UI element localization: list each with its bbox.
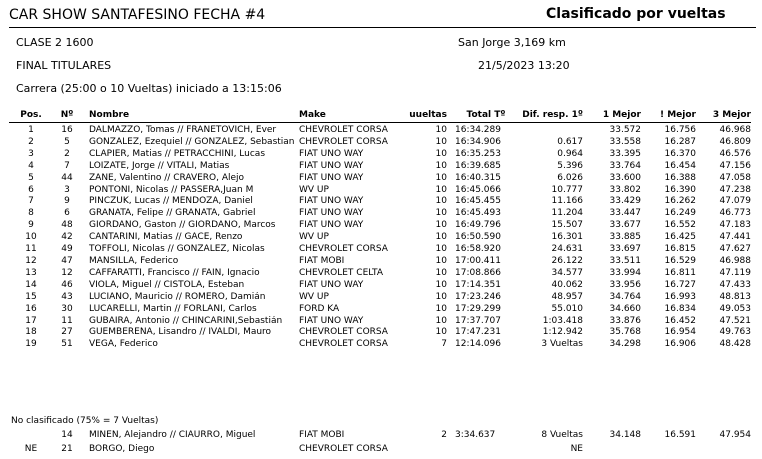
table-row [9, 137, 751, 149]
cell-make: CHEVROLET CORSA [299, 339, 388, 350]
cell-number: 7 [64, 160, 70, 171]
cell-total-time: 16:39.685 [455, 160, 501, 171]
cell-gap: 11.204 [551, 208, 583, 219]
cell-total-time: 16:45.493 [455, 208, 501, 219]
col-best1-header: 1 Mejor [602, 110, 641, 120]
cell-make: WV UP [299, 291, 329, 302]
cell-best3: 47.238 [719, 184, 751, 195]
table-row [9, 339, 751, 351]
cell-laps: 10 [435, 279, 447, 290]
cell-pos: 7 [28, 196, 34, 207]
cell-make: FIAT UNO WAY [299, 208, 364, 219]
table-row [9, 327, 751, 339]
cell-best2: 16.388 [664, 172, 696, 183]
cell-total-time: 17:23.246 [455, 291, 501, 302]
cell-gap: 5.396 [557, 160, 583, 171]
col-name-header: Nombre [89, 110, 130, 120]
cell-make: WV UP [299, 232, 329, 243]
event-title: CAR SHOW SANTAFESINO FECHA #4 [9, 7, 266, 23]
cell-make: FIAT UNO WAY [299, 220, 364, 231]
cell-name: VEGA, Federico [89, 339, 158, 350]
cell-make: FIAT UNO WAY [299, 148, 364, 159]
cell-pos: 14 [25, 279, 37, 290]
table-row [9, 208, 751, 220]
table-row [9, 125, 751, 137]
cell-name: PONTONI, Nicolas // PASSERA,Juan M [89, 184, 254, 195]
cell-best2 [641, 442, 696, 456]
cell-name: GRANATA, Felipe // GRANATA, Gabriel [89, 208, 256, 219]
cell-number: 2 [64, 148, 70, 159]
cell-total-time: 17:14.351 [455, 279, 501, 290]
cell-make: FIAT MOBI [299, 430, 345, 440]
cell-number: 51 [61, 339, 73, 350]
cell-best2: 16.390 [664, 184, 696, 195]
cell-laps: 10 [435, 267, 447, 278]
cell-name: DALMAZZO, Tomas // FRANETOVICH, Ever [89, 125, 277, 135]
cell-best3: 47.627 [719, 244, 751, 255]
cell-name: CANTARINI, Matias // GACE, Renzo [89, 232, 243, 243]
cell-total-time: 16:34.289 [455, 125, 501, 135]
cell-total-time: 16:50.590 [455, 232, 501, 243]
col-pos-header: Pos. [20, 110, 42, 120]
cell-pos: 9 [28, 220, 34, 231]
cell-gap: 0.617 [557, 136, 583, 147]
table-row [9, 304, 751, 316]
cell-name: VIOLA, Miguel // CISTOLA, Esteban [89, 279, 245, 290]
cell-best2: 16.756 [664, 125, 696, 135]
not-classified-row [9, 428, 751, 442]
cell-make: FIAT UNO WAY [299, 315, 364, 326]
table-header-row [9, 108, 751, 123]
cell-number: 47 [61, 255, 73, 266]
cell-pos [9, 428, 53, 442]
cell-make: WV UP [299, 184, 329, 195]
cell-name: LUCARELLI, Martin // FORLANI, Carlos [89, 303, 257, 314]
track-label: San Jorge 3,169 km [458, 36, 566, 49]
cell-make: FORD KA [299, 303, 340, 314]
cell-name: ZANE, Valentino // CRAVERO, Alejo [89, 172, 245, 183]
cell-pos: 8 [28, 208, 34, 219]
not-classified-body [9, 428, 751, 456]
cell-laps: 10 [435, 291, 447, 302]
cell-gap: 34.577 [551, 267, 583, 278]
cell-best1: 33.572 [609, 125, 641, 135]
cell-best1: 33.677 [609, 220, 641, 231]
cell-pos: 10 [25, 232, 37, 243]
cell-best2: 16.425 [664, 232, 696, 243]
table-row [9, 149, 751, 161]
cell-best2: 16.906 [664, 339, 696, 350]
cell-pos: 18 [25, 327, 37, 338]
table-row [9, 256, 751, 268]
cell-best2: 16.287 [664, 136, 696, 147]
cell-number: 46 [61, 279, 73, 290]
cell-best3: 46.773 [719, 208, 751, 219]
cell-gap: 3 Vueltas [541, 339, 583, 350]
cell-make: FIAT UNO WAY [299, 160, 364, 171]
cell-number: 27 [61, 327, 73, 338]
cell-best2: 16.954 [664, 327, 696, 338]
table-row [9, 220, 751, 232]
cell-total-time: 17:00.411 [455, 255, 501, 266]
cell-laps: 10 [435, 327, 447, 338]
table-row [9, 185, 751, 197]
cell-laps: 10 [435, 255, 447, 266]
cell-laps: 7 [441, 339, 447, 350]
cell-best1: 34.298 [609, 339, 641, 350]
cell-best2: 16.249 [664, 208, 696, 219]
table-row [9, 161, 751, 173]
cell-total-time [455, 442, 517, 456]
table-row [9, 292, 751, 304]
cell-gap: 11.166 [551, 196, 583, 207]
cell-best3: 47.156 [719, 160, 751, 171]
col-best3-header: 3 Mejor [712, 110, 751, 120]
cell-best1: 33.764 [609, 160, 641, 171]
cell-number: 21 [61, 444, 73, 454]
col-make-header: Make [299, 110, 326, 120]
cell-total-time: 16:35.253 [455, 148, 501, 159]
not-classified-row [9, 442, 751, 456]
cell-number: 16 [61, 125, 73, 135]
cell-pos: 19 [25, 339, 37, 350]
cell-name: GIORDANO, Gaston // GIORDANO, Marcos [89, 220, 276, 231]
cell-number: 48 [61, 220, 73, 231]
cell-total-time: 17:29.299 [455, 303, 501, 314]
race-info: Carrera (25:00 o 10 Vueltas) iniciado a 13:15:06 [16, 82, 282, 95]
cell-best3: 47.441 [719, 232, 751, 243]
cell-name: LUCIANO, Mauricio // ROMERO, Damián [89, 291, 266, 302]
table-row [9, 196, 751, 208]
cell-laps: 10 [435, 136, 447, 147]
cell-best1: 34.660 [609, 303, 641, 314]
cell-number: 5 [64, 136, 70, 147]
cell-laps: 10 [435, 220, 447, 231]
cell-name: GUEMBERENA, Lisandro // IVALDI, Mauro [89, 327, 272, 338]
cell-number: 42 [61, 232, 73, 243]
table-row [9, 280, 751, 292]
cell-name: BORGO, Diego [89, 444, 155, 454]
cell-total-time: 16:49.796 [455, 220, 501, 231]
divider [9, 27, 756, 28]
col-total-header: Total Tº [466, 110, 506, 120]
cell-name: LOIZATE, Jorge // VITALI, Matias [89, 160, 230, 171]
col-number-header: Nº [60, 110, 74, 120]
cell-pos: 4 [28, 160, 34, 171]
cell-gap: NE [570, 444, 583, 454]
cell-make: CHEVROLET CORSA [299, 244, 388, 255]
cell-best1: 33.600 [609, 172, 641, 183]
cell-total-time: 16:58.920 [455, 244, 501, 255]
cell-number: 9 [64, 196, 70, 207]
session-label: FINAL TITULARES [16, 59, 112, 72]
cell-gap: 6.026 [557, 172, 583, 183]
cell-pos: 13 [25, 267, 37, 278]
cell-best1: 33.802 [609, 184, 641, 195]
results-table [9, 108, 751, 351]
cell-best3: 49.053 [719, 303, 751, 314]
cell-gap: 16.301 [551, 232, 583, 243]
cell-name: PINCZUK, Lucas // MENDOZA, Daniel [89, 196, 253, 207]
cell-pos: 3 [28, 148, 34, 159]
cell-gap: 1:03.418 [542, 315, 583, 326]
cell-gap: 10.777 [551, 184, 583, 195]
cell-best2: 16.529 [664, 255, 696, 266]
cell-laps: 10 [435, 148, 447, 159]
cell-make: CHEVROLET CORSA [299, 136, 388, 147]
cell-best1: 33.558 [609, 136, 641, 147]
cell-best3: 47.079 [719, 196, 751, 207]
cell-number: 14 [61, 430, 73, 440]
cell-make: CHEVROLET CORSA [299, 327, 388, 338]
cell-name: MANSILLA, Federico [89, 255, 179, 266]
cell-number: 30 [61, 303, 73, 314]
cell-best2: 16.815 [664, 244, 696, 255]
cell-gap: 8 Vueltas [541, 430, 583, 440]
cell-number: 43 [61, 291, 73, 302]
cell-laps: 10 [435, 184, 447, 195]
report-title: Clasificado por vueltas [546, 6, 726, 22]
cell-make: FIAT UNO WAY [299, 279, 364, 290]
cell-best2: 16.552 [664, 220, 696, 231]
cell-best2: 16.993 [664, 291, 696, 302]
cell-name: CAFFARATTI, Francisco // FAIN, Ignacio [89, 267, 260, 278]
cell-laps: 10 [435, 303, 447, 314]
cell-best1: 33.429 [609, 196, 641, 207]
cell-best3: 47.119 [719, 267, 751, 278]
cell-pos: NE [24, 444, 38, 454]
cell-pos: 17 [25, 315, 37, 326]
table-row [9, 268, 751, 280]
table-row [9, 232, 751, 244]
cell-total-time: 16:45.455 [455, 196, 501, 207]
cell-make: FIAT MOBI [299, 255, 345, 266]
cell-best1: 34.148 [609, 430, 641, 440]
cell-best3: 48.428 [719, 339, 751, 350]
cell-total-time: 16:34.906 [455, 136, 501, 147]
cell-pos: 11 [25, 244, 37, 255]
cell-pos: 2 [28, 136, 34, 147]
table-row [9, 244, 751, 256]
cell-gap: 26.122 [551, 255, 583, 266]
cell-best2: 16.454 [664, 160, 696, 171]
cell-number: 12 [61, 267, 73, 278]
table-row [9, 316, 751, 328]
cell-laps: 10 [435, 208, 447, 219]
cell-best1: 33.876 [609, 315, 641, 326]
cell-make: CHEVROLET CELTA [299, 267, 383, 278]
cell-best2: 16.727 [664, 279, 696, 290]
cell-name: GONZALEZ, Ezequiel // GONZALEZ, Sebastian [89, 136, 295, 147]
cell-best2: 16.811 [664, 267, 696, 278]
cell-best3: 47.058 [719, 172, 751, 183]
cell-gap: 55.010 [551, 303, 583, 314]
cell-best1: 34.764 [609, 291, 641, 302]
cell-total-time: 12:14.096 [455, 339, 501, 350]
cell-gap: 1:12.942 [542, 327, 583, 338]
cell-laps: 10 [435, 315, 447, 326]
cell-best3: 49.763 [719, 327, 751, 338]
cell-gap: 0.964 [557, 148, 583, 159]
cell-best3: 47.954 [719, 430, 751, 440]
cell-number: 3 [64, 184, 70, 195]
not-classified-table [9, 428, 751, 456]
cell-laps: 10 [435, 232, 447, 243]
cell-number: 6 [64, 208, 70, 219]
cell-total-time: 17:47.231 [455, 327, 501, 338]
col-laps-header: uueltas [409, 110, 447, 120]
cell-best2: 16.452 [664, 315, 696, 326]
cell-laps: 10 [435, 125, 447, 135]
cell-best3: 47.521 [719, 315, 751, 326]
cell-make: FIAT UNO WAY [299, 196, 364, 207]
cell-pos: 6 [28, 184, 34, 195]
cell-best2: 16.591 [664, 430, 696, 440]
cell-best1: 33.395 [609, 148, 641, 159]
cell-name: TOFFOLI, Nicolas // GONZALEZ, Nicolas [89, 244, 265, 255]
cell-best3: 47.183 [719, 220, 751, 231]
cell-best1 [583, 442, 641, 456]
cell-make: CHEVROLET CORSA [299, 444, 388, 454]
cell-total-time: 16:45.066 [455, 184, 501, 195]
cell-best3: 46.988 [719, 255, 751, 266]
cell-pos: 1 [28, 125, 34, 135]
cell-best3 [696, 442, 751, 456]
cell-pos: 12 [25, 255, 37, 266]
results-body [9, 125, 751, 351]
cell-name: MINEN, Alejandro // CIAURRO, Miguel [89, 430, 256, 440]
cell-laps: 2 [441, 430, 447, 440]
cell-name: GUBAIRA, Antonio // CHINCARINI,Sebastián [89, 315, 283, 326]
cell-make: FIAT UNO WAY [299, 172, 364, 183]
cell-gap: 48.957 [551, 291, 583, 302]
cell-best1: 33.511 [609, 255, 641, 266]
cell-number: 11 [61, 315, 73, 326]
datetime-label: 21/5/2023 13:20 [478, 59, 570, 72]
cell-best1: 35.768 [609, 327, 641, 338]
cell-best3: 46.968 [719, 125, 751, 135]
cell-laps: 10 [435, 172, 447, 183]
cell-pos: 15 [25, 291, 37, 302]
cell-best1: 33.885 [609, 232, 641, 243]
cell-best2: 16.370 [664, 148, 696, 159]
cell-number: 49 [61, 244, 73, 255]
class-label: CLASE 2 1600 [16, 36, 94, 49]
cell-gap: 40.062 [551, 279, 583, 290]
cell-total-time: 17:08.866 [455, 267, 501, 278]
cell-best1: 33.697 [609, 244, 641, 255]
cell-pos: 16 [25, 303, 37, 314]
cell-total-time: 3:34.637 [455, 430, 496, 440]
cell-gap: 15.507 [551, 220, 583, 231]
cell-best2: 16.834 [664, 303, 696, 314]
cell-total-time: 17:37.707 [455, 315, 501, 326]
cell-laps: 10 [435, 160, 447, 171]
cell-name: CLAPIER, Matias // PETRACCHINI, Lucas [89, 148, 266, 159]
cell-make: CHEVROLET CORSA [299, 125, 388, 135]
col-best2-header: ! Mejor [659, 110, 696, 120]
cell-best1: 33.956 [609, 279, 641, 290]
table-row [9, 173, 751, 185]
cell-laps: 10 [435, 244, 447, 255]
cell-total-time: 16:40.315 [455, 172, 501, 183]
cell-best1: 33.994 [609, 267, 641, 278]
cell-gap [517, 125, 583, 137]
cell-best3: 46.809 [719, 136, 751, 147]
cell-gap: 24.631 [551, 244, 583, 255]
cell-best1: 33.447 [609, 208, 641, 219]
cell-best3: 48.813 [719, 291, 751, 302]
cell-number: 44 [61, 172, 73, 183]
cell-laps [401, 442, 455, 456]
cell-best2: 16.262 [664, 196, 696, 207]
cell-pos: 5 [28, 172, 34, 183]
cell-laps: 10 [435, 196, 447, 207]
col-gap-header: Dif. resp. 1º [522, 110, 583, 120]
cell-best3: 46.576 [719, 148, 751, 159]
not-classified-label: No clasificado (75% = 7 Vueltas) [11, 416, 159, 426]
cell-best3: 47.433 [719, 279, 751, 290]
